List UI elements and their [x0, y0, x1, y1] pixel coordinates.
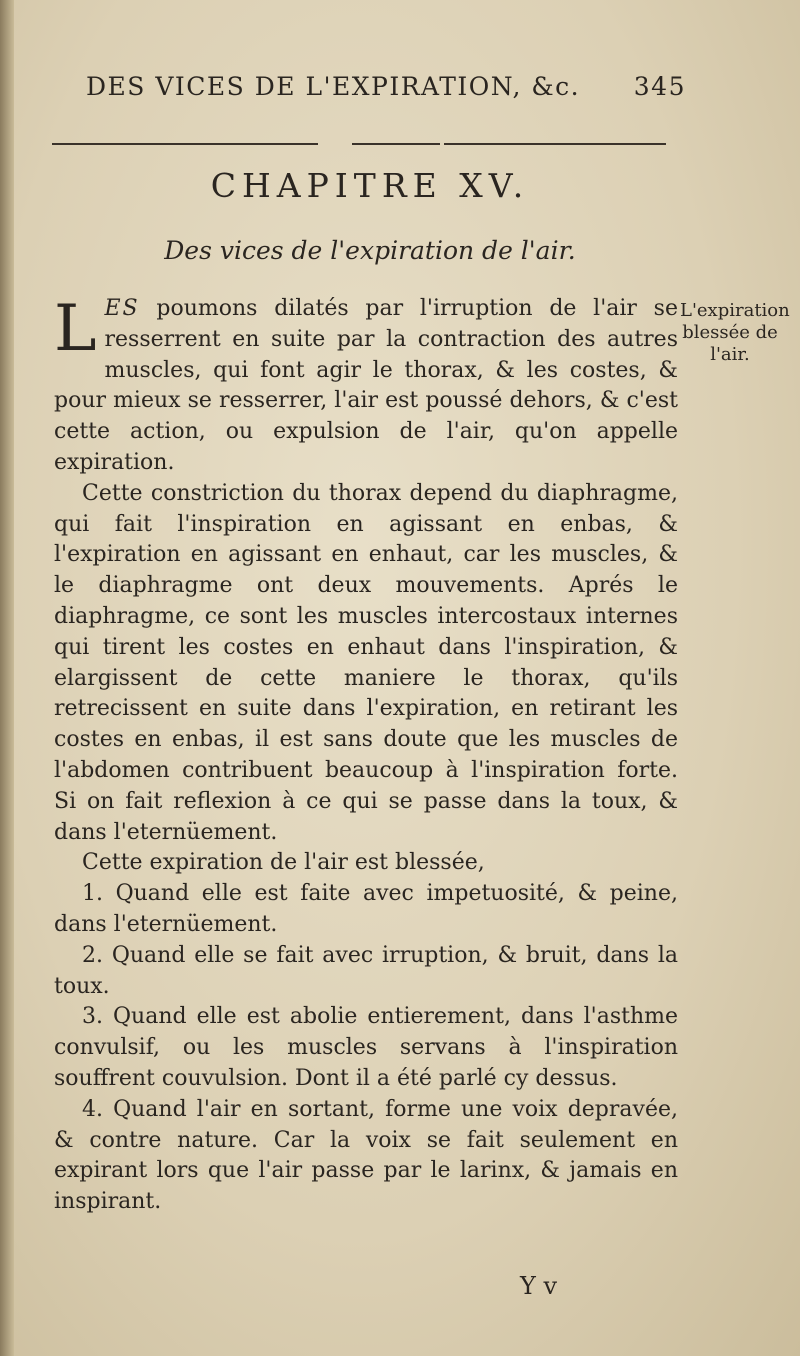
- paragraph-3: Cette expiration de l'air est blessée,: [82, 850, 485, 876]
- first-word: ES: [104, 296, 140, 321]
- list-item-1: 1. Quand elle est faite avec impetuosité, & peine, dans l'eternüement.: [54, 881, 678, 937]
- header-rule-right: [444, 143, 666, 145]
- chapter-subtitle: Des vices de l'expiration de l'air.: [164, 236, 576, 265]
- list-item-3: 3. Quand elle est abolie entierement, dans l'asthme convulsif, ou les muscles servans à l'inspiration souffrent couvulsion. Dont il a été parlé cy dessus.: [54, 1004, 678, 1091]
- margin-note: L'expiration blessée de l'air.: [680, 300, 790, 365]
- list-item-4: 4. Quand l'air en sortant, forme une voix depravée, & contre nature. Car la voix se fait seulement en expirant lors que l'air passe par le larinx, & jamais en inspirant.: [54, 1096, 678, 1215]
- running-header: [86, 72, 686, 101]
- page-binding-edge: [0, 0, 14, 1356]
- drop-cap: L: [54, 292, 97, 366]
- paragraph-1: [54, 294, 678, 479]
- paragraph-1-text: poumons dilatés par l'irruption de l'air se resserrent en suite par la contraction des autres muscles, qui font agir le thorax, & les costes, & pour mieux se resserrer, l'air est poussé dehors, & c'est cette action, ou expulsion de l'air, qu'on appelle expiration.: [54, 296, 678, 475]
- body-text: [54, 294, 678, 1218]
- page-number: 345: [633, 72, 686, 101]
- header-rule-middle: [352, 143, 440, 145]
- chapter-title: CHAPITRE XV.: [210, 166, 530, 205]
- list-item-2: 2. Quand elle se fait avec irruption, & bruit, dans la toux.: [54, 942, 678, 999]
- running-title: DES VICES DE L'EXPIRATION, &c.: [86, 72, 581, 101]
- paragraph-2: Cette constriction du thorax depend du diaphragme, qui fait l'inspiration en agissant en enbas, & l'expiration en agissant en enhaut, car les muscles, & le diaphragme ont deux mouvements. Aprés le diaphragme, ce sont les muscles intercostaux internes qui tirent les costes en enhaut dans l'inspiration, & elargissent de cette maniere le thorax, qu'ils retrecissent en suite dans l'expiration, en retirant les costes en enbas, il est sans doute que les muscles de l'abdomen contribuent beaucoup à l'inspiration forte. Si on fait reflexion à ce qui se passe dans la toux, & dans l'eternüement.: [54, 480, 678, 845]
- header-rule-left: [52, 143, 318, 145]
- signature-mark: Y v: [520, 1272, 558, 1300]
